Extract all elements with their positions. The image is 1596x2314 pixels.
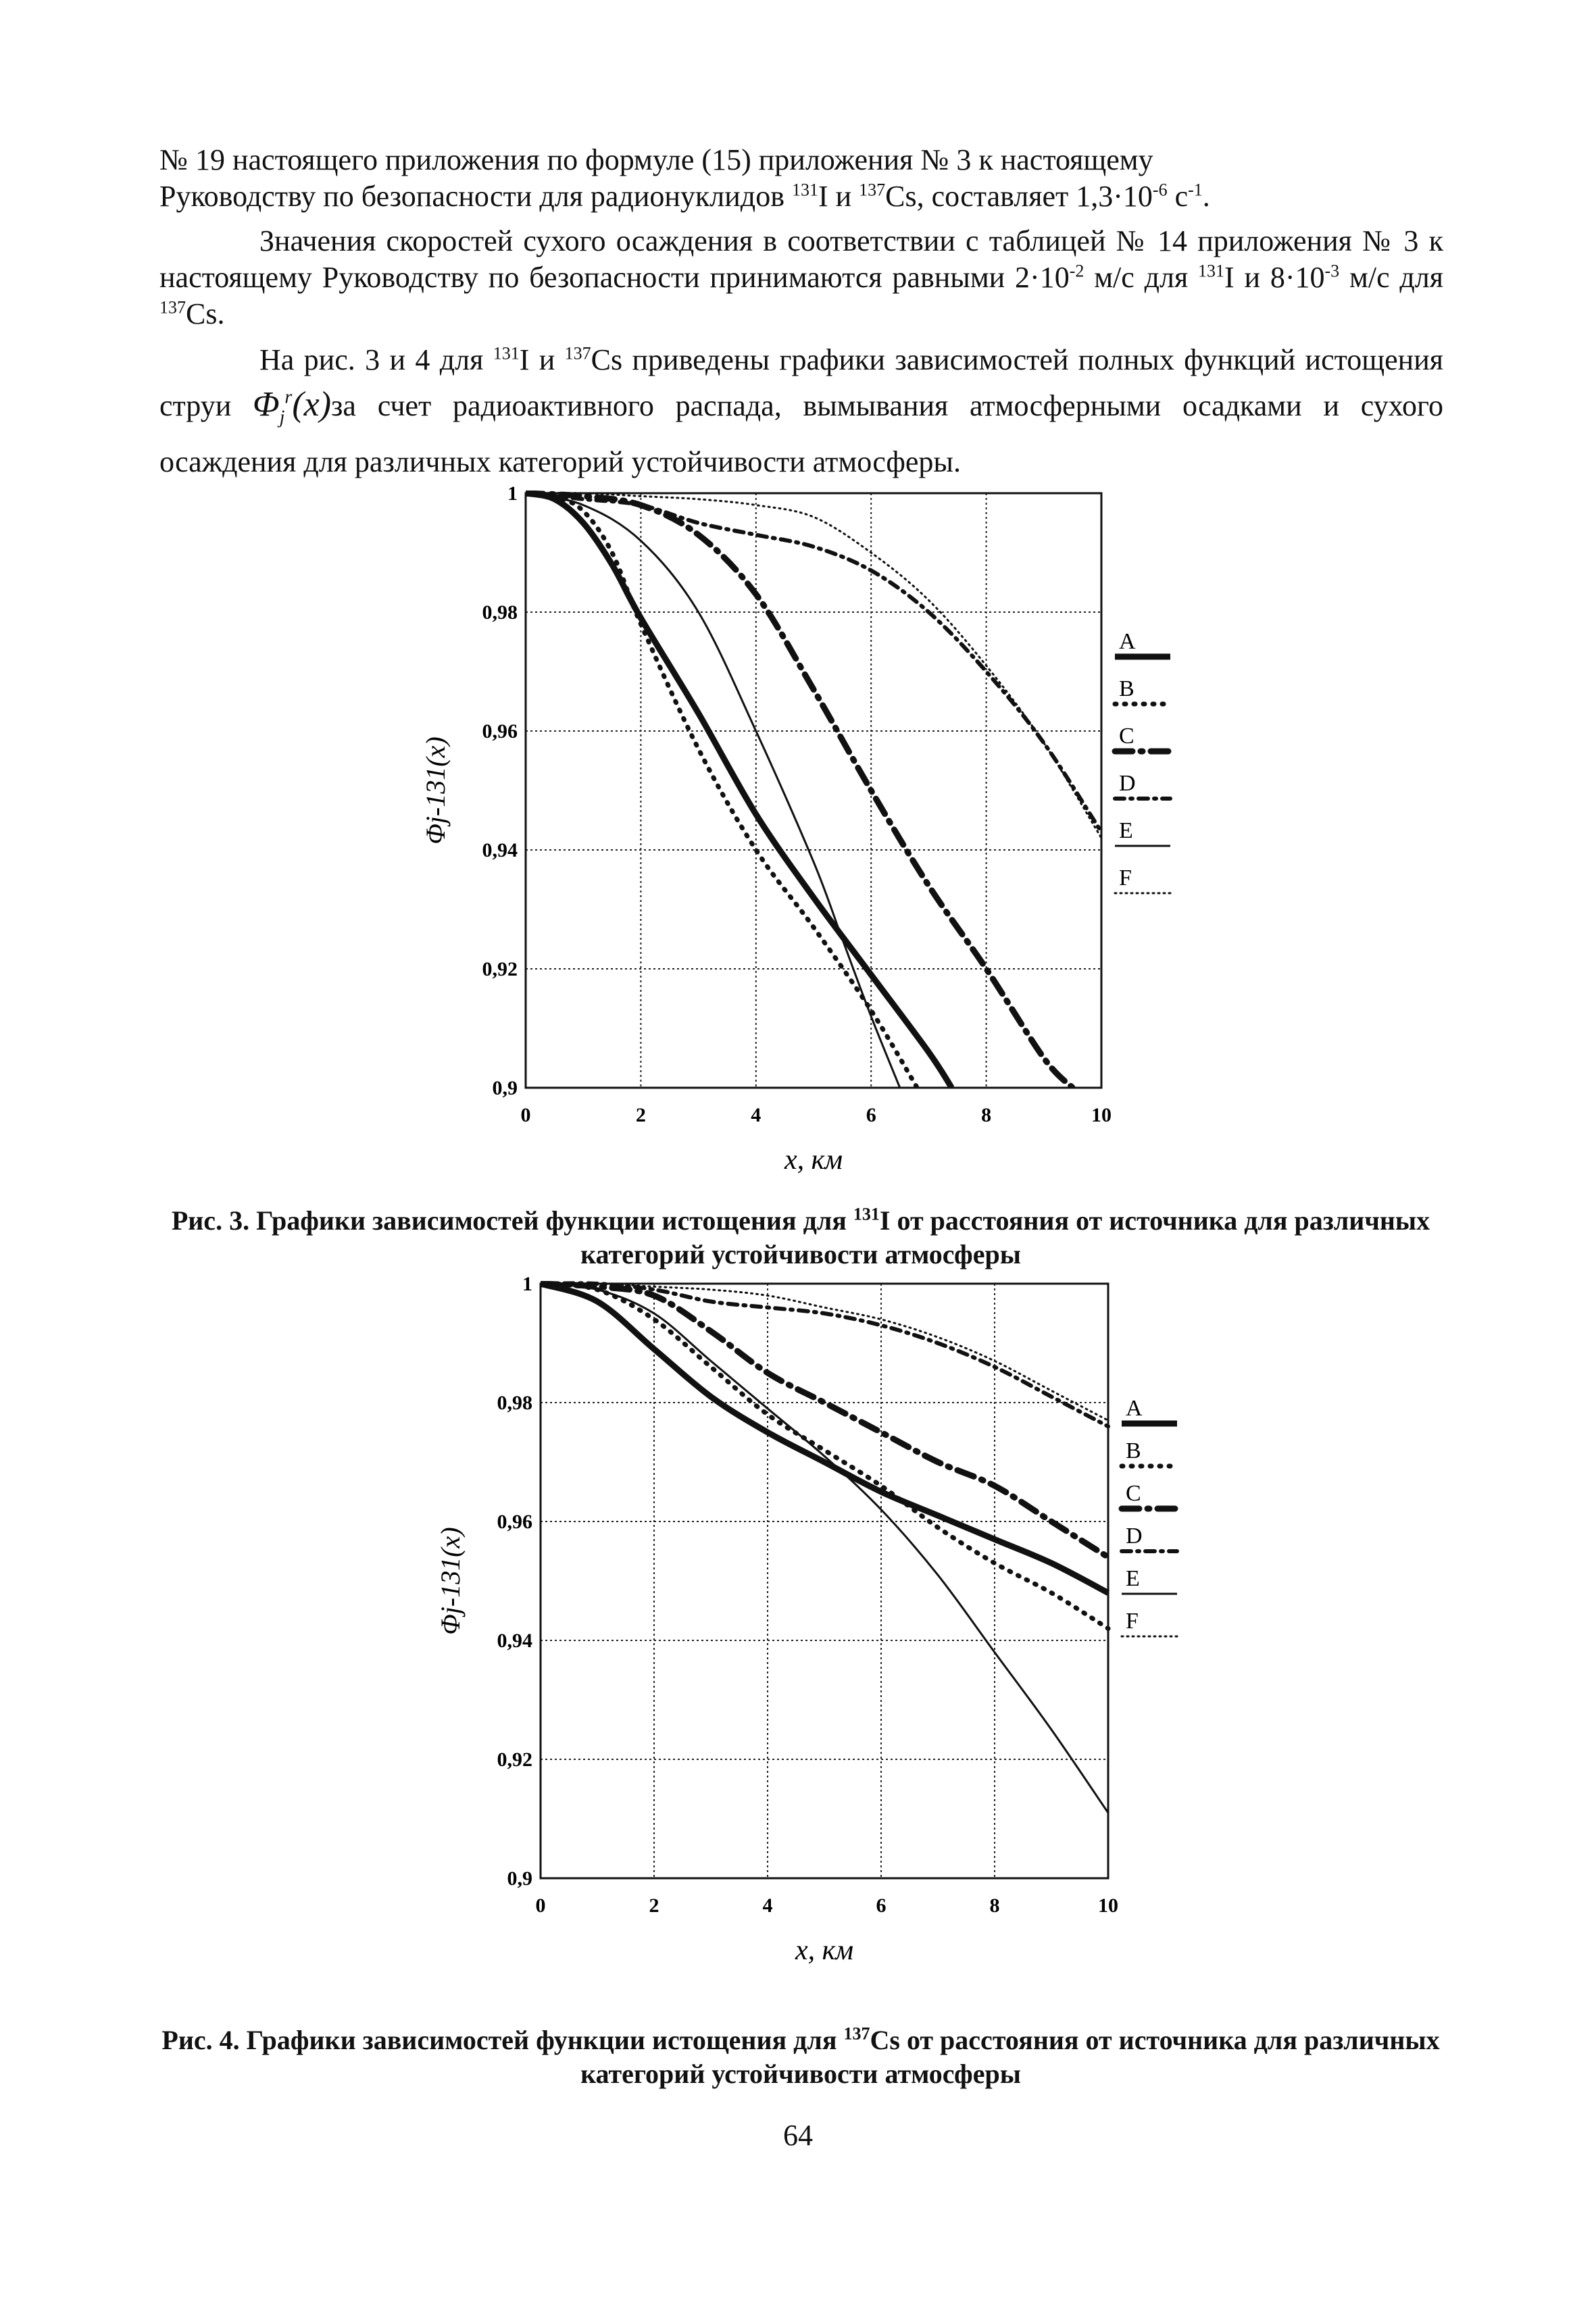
figure-4-caption	[122, 2023, 1480, 2091]
y-tick-label: 1	[522, 1273, 532, 1295]
superscript: 137	[843, 2023, 870, 2044]
paragraph-1	[159, 142, 1443, 215]
series-line-d	[541, 1283, 1108, 1426]
paragraph-2-text: м/с для	[1084, 261, 1199, 294]
legend-label-b: B	[1119, 676, 1134, 701]
series-line-d	[526, 493, 1101, 832]
paragraph-1-line-1: № 19 настоящего приложения по формуле (15) приложения № 3 к настоящему	[159, 143, 1153, 176]
y-axis-label: Φj-131(x)	[420, 736, 451, 845]
figure-4-chart	[0, 1263, 1596, 2007]
paragraph-1-text: с	[1167, 180, 1189, 213]
formula	[253, 385, 332, 428]
paragraph-2-text: м/с для	[1339, 261, 1444, 294]
paragraph-3-text: за счет радиоактивного распада, вымывания атмосферными осадками и сухого осаждения для различных категорий устойчивости атмосферы.	[159, 389, 1444, 479]
paragraph-3	[159, 338, 1443, 484]
superscript: 131	[493, 343, 520, 363]
x-tick-label: 10	[1098, 1894, 1118, 1917]
figure-3-caption	[122, 1204, 1480, 1272]
legend-label-b: B	[1126, 1438, 1141, 1463]
legend-label-a: A	[1126, 1396, 1143, 1421]
paragraph-2-text: Cs.	[186, 297, 225, 330]
y-axis-label: Φj-131(x)	[435, 1527, 466, 1635]
x-tick-label: 0	[535, 1894, 546, 1917]
series-line-e	[526, 493, 900, 1088]
superscript: 137	[859, 180, 886, 200]
paragraph-1-text: Руководству по безопасности для радионуклидов	[159, 180, 792, 213]
legend-label-e: E	[1119, 818, 1133, 843]
x-tick-label: 8	[989, 1894, 1000, 1917]
paragraph-2	[159, 223, 1443, 332]
formula-subscript: j	[279, 407, 285, 428]
x-tick-label: 2	[635, 1104, 646, 1126]
superscript: 137	[159, 297, 186, 318]
y-tick-label: 0,94	[497, 1630, 532, 1652]
superscript: -1	[1188, 180, 1203, 200]
paragraph-1-text: .	[1202, 180, 1210, 213]
x-tick-label: 6	[876, 1894, 887, 1917]
x-tick-label: 0	[520, 1104, 531, 1126]
legend-label-a: A	[1119, 629, 1136, 654]
superscript: 137	[564, 343, 591, 363]
caption-text: Рис. 3. Графики зависимостей функции истощения для	[171, 1205, 853, 1236]
x-tick-label: 4	[751, 1104, 762, 1126]
caption-text: I от расстояния от источника для различных категорий устойчивости атмосферы	[580, 1205, 1430, 1269]
superscript: 131	[853, 1204, 880, 1224]
y-tick-label: 0,96	[482, 720, 518, 743]
figure-3-chart	[0, 473, 1596, 1203]
y-tick-label: 1	[507, 482, 518, 505]
paragraph-3-text: Cs приведены графики зависимостей полных функций истощения струи	[159, 343, 1443, 422]
y-tick-label: 0,92	[482, 958, 518, 980]
x-tick-label: 4	[762, 1894, 773, 1917]
superscript: -2	[1069, 261, 1084, 281]
formula-phi: Φ	[253, 385, 280, 424]
paragraph-1-text: Cs, составляет 1,3·10	[885, 180, 1153, 213]
paragraph-3-text: На рис. 3 и 4 для	[259, 343, 493, 376]
y-tick-label: 0,96	[497, 1511, 532, 1533]
y-tick-label: 0,94	[482, 839, 518, 861]
superscript: 131	[1198, 261, 1225, 281]
legend-label-f: F	[1119, 865, 1132, 890]
y-tick-label: 0,9	[492, 1077, 518, 1099]
x-tick-label: 6	[866, 1104, 876, 1126]
y-tick-label: 0,92	[497, 1749, 532, 1771]
series-line-a	[541, 1284, 1108, 1593]
series-line-a	[526, 493, 951, 1088]
plot-frame	[541, 1284, 1108, 1878]
legend-label-c: C	[1126, 1481, 1141, 1506]
series-line-c	[526, 493, 1072, 1088]
paragraph-1-text: I и	[818, 180, 859, 213]
x-tick-label: 10	[1091, 1104, 1112, 1126]
x-tick-label: 2	[649, 1894, 659, 1917]
caption-text: Рис. 4. Графики зависимостей функции истощения для	[161, 2025, 844, 2055]
page-number: 64	[783, 2119, 813, 2152]
y-tick-label: 0,98	[482, 601, 518, 624]
superscript: -3	[1324, 261, 1340, 281]
legend-label-e: E	[1126, 1566, 1140, 1591]
paragraph-3-text: I и	[519, 343, 565, 376]
legend-label-c: C	[1119, 724, 1134, 749]
x-tick-label: 8	[981, 1104, 992, 1126]
formula-superscript: r	[284, 386, 293, 408]
paragraph-2-text: Значения скоростей сухого осаждения в соответствии с таблицей № 14 приложения № 3 к настоящему Руководству по безопасности принимаются равными 2·10	[159, 224, 1443, 294]
superscript: 131	[791, 180, 818, 200]
caption-text: Cs от расстояния от источника для различных категорий устойчивости атмосферы	[580, 2025, 1440, 2089]
legend-label-d: D	[1126, 1524, 1143, 1549]
paragraph-2-text: I и 8·10	[1224, 261, 1325, 294]
superscript: -6	[1152, 180, 1168, 200]
x-axis-label: x, км	[784, 1145, 843, 1176]
formula-argument: (x)	[292, 385, 332, 424]
y-tick-label: 0,98	[497, 1392, 532, 1414]
legend-label-f: F	[1126, 1609, 1139, 1634]
y-tick-label: 0,9	[507, 1867, 532, 1890]
series-line-b	[526, 493, 917, 1088]
legend-label-d: D	[1119, 771, 1136, 796]
plot-frame	[526, 493, 1101, 1088]
x-axis-label: x, км	[795, 1935, 854, 1966]
